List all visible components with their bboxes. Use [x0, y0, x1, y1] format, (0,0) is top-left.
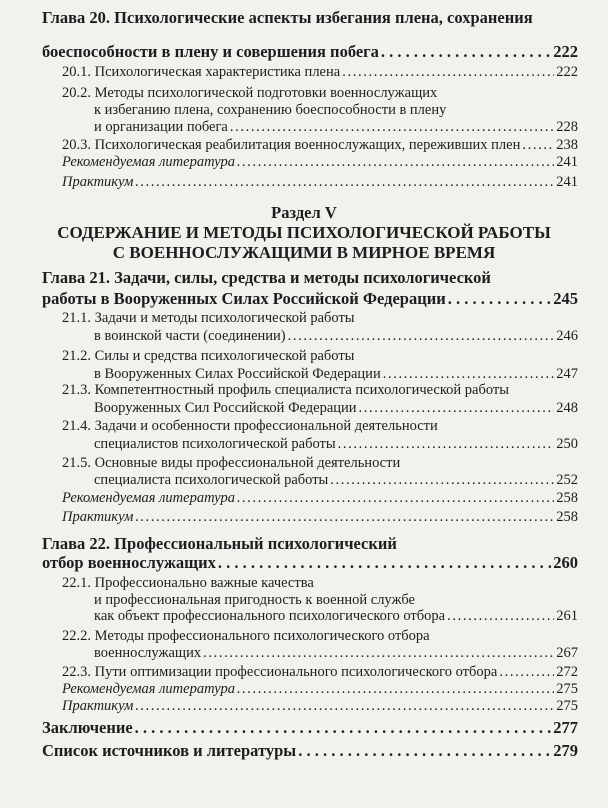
- toc-entry-label: 20.3. Психологическая реабилитация военнослужащих, переживших плен: [62, 137, 521, 153]
- toc-entry-20-2-line1: 20.2. Методы психологической подготовки военнослужащих: [62, 85, 438, 101]
- conclusion-label: Заключение: [42, 718, 133, 737]
- leader-dots: [135, 698, 554, 715]
- toc-entry-21-4-line1: 21.4. Задачи и особенности профессиональной деятельности: [62, 418, 438, 434]
- toc-entry-21-literature: [62, 490, 578, 507]
- leader-dots: [298, 741, 551, 761]
- toc-entry-21-1-line1: 21.1. Задачи и методы психологической работы: [62, 310, 355, 326]
- toc-entry-20-1: [62, 64, 578, 81]
- toc-entry-22-3: [62, 664, 578, 681]
- toc-entry-21-3: [94, 400, 578, 417]
- toc-entry-label: специалиста психологической работы: [94, 472, 329, 488]
- leader-dots: [237, 154, 554, 171]
- chapter-22-page: 260: [553, 553, 578, 572]
- toc-entry-22-2-line1: 22.2. Методы профессионального психологического отбора: [62, 628, 430, 644]
- toc-entry-label: как объект профессионального психологического отбора: [94, 608, 446, 624]
- toc-entry-page: 241: [556, 154, 578, 170]
- leader-dots: [135, 509, 554, 526]
- toc-entry-page: 258: [556, 490, 578, 506]
- leader-dots: [218, 553, 551, 573]
- leader-dots: [230, 119, 554, 136]
- chapter-20-title-line2: боеспособности в плену и совершения побега: [42, 42, 379, 61]
- toc-entry-page: 275: [556, 681, 578, 697]
- toc-entry-label: Практикум: [62, 174, 134, 190]
- toc-entry-22-literature: [62, 681, 578, 698]
- toc-entry-21-5-line1: 21.5. Основные виды профессиональной деятельности: [62, 455, 401, 471]
- toc-entry-page: 228: [556, 119, 578, 135]
- toc-entry-page: 248: [556, 400, 578, 416]
- leader-dots: [288, 328, 555, 345]
- leader-dots: [447, 608, 554, 625]
- toc-entry-label: Практикум: [62, 698, 134, 714]
- toc-entry-label: Рекомендуемая литература: [62, 490, 235, 506]
- sources-label: Список источников и литературы: [42, 741, 297, 760]
- toc-entry-page: 247: [556, 366, 578, 382]
- leader-dots: [338, 436, 555, 453]
- chapter-22-title-line2: отбор военнослужащих: [42, 553, 216, 572]
- toc-entry-page: 252: [556, 472, 578, 488]
- toc-entry-21-5: [94, 472, 578, 489]
- toc-entry-label: 20.1. Психологическая характеристика плена: [62, 64, 341, 80]
- leader-dots: [135, 718, 552, 738]
- toc-entry-page: 258: [556, 509, 578, 525]
- sources-entry: [42, 741, 578, 761]
- leader-dots: [330, 472, 554, 489]
- section-title-line2: С ВОЕННОСЛУЖАЩИМИ В МИРНОЕ ВРЕМЯ: [112, 243, 496, 262]
- toc-entry-page: 222: [556, 64, 578, 80]
- toc-entry-page: 250: [556, 436, 578, 452]
- leader-dots: [237, 681, 554, 698]
- toc-entry-22-1: [94, 608, 578, 625]
- toc-entry-20-practicum: [62, 174, 578, 191]
- toc-entry-label: Рекомендуемая литература: [62, 154, 235, 170]
- leader-dots: [237, 490, 554, 507]
- toc-entry-label: в Вооруженных Силах Российской Федерации: [94, 366, 381, 382]
- chapter-21-entry: [42, 289, 578, 309]
- leader-dots: [522, 137, 554, 154]
- toc-entry-label: в воинской части (соединении): [94, 328, 286, 344]
- leader-dots: [359, 400, 555, 417]
- toc-entry-21-2-line1: 21.2. Силы и средства психологической работы: [62, 348, 355, 364]
- leader-dots: [383, 366, 555, 383]
- toc-entry-21-4: [94, 436, 578, 453]
- toc-entry-22-1-line2: и профессиональная пригодность к военной службе: [94, 592, 415, 608]
- toc-entry-22-1-line1: 22.1. Профессионально важные качества: [62, 575, 314, 591]
- chapter-22-entry: [42, 553, 578, 573]
- chapter-21-page: 245: [553, 289, 578, 308]
- toc-entry-page: 272: [556, 664, 578, 680]
- conclusion-entry: [42, 718, 578, 738]
- toc-entry-22-2: [94, 645, 578, 662]
- toc-entry-20-3: [62, 137, 578, 154]
- toc-entry-21-3-line1: 21.3. Компетентностный профиль специалиста психологической работы: [62, 382, 510, 398]
- toc-entry-label: 22.3. Пути оптимизации профессионального психологического отбора: [62, 664, 498, 680]
- toc-entry-21-practicum: [62, 509, 578, 526]
- chapter-20-title-line1: Глава 20. Психологические аспекты избегания плена, сохранения: [42, 8, 533, 27]
- toc-entry-page: 275: [556, 698, 578, 714]
- toc-entry-page: 261: [556, 608, 578, 624]
- toc-entry-label: и организации побега: [94, 119, 228, 135]
- toc-entry-label: Практикум: [62, 509, 134, 525]
- toc-entry-page: 246: [556, 328, 578, 344]
- toc-entry-page: 241: [556, 174, 578, 190]
- toc-entry-page: 267: [556, 645, 578, 661]
- toc-entry-page: 238: [556, 137, 578, 153]
- toc-entry-label: Вооруженных Сил Российской Федерации: [94, 400, 357, 416]
- toc-entry-20-2-line2: к избеганию плена, сохранению боеспособности в плену: [94, 102, 447, 118]
- section-title-line1: СОДЕРЖАНИЕ И МЕТОДЫ ПСИХОЛОГИЧЕСКОЙ РАБОТЫ: [57, 223, 551, 242]
- chapter-20-page: 222: [553, 42, 578, 61]
- leader-dots: [203, 645, 554, 662]
- toc-entry-label: военнослужащих: [94, 645, 202, 661]
- leader-dots: [342, 64, 554, 81]
- leader-dots: [448, 289, 551, 309]
- toc-entry-label: специалистов психологической работы: [94, 436, 336, 452]
- toc-entry-21-2: [94, 366, 578, 383]
- sources-page: 279: [553, 741, 578, 760]
- toc-entry-20-2: [94, 119, 578, 136]
- leader-dots: [135, 174, 554, 191]
- toc-entry-20-literature: [62, 154, 578, 171]
- toc-entry-label: Рекомендуемая литература: [62, 681, 235, 697]
- section-label: Раздел V: [271, 203, 337, 222]
- chapter-20-entry: [42, 42, 578, 62]
- conclusion-page: 277: [553, 718, 578, 737]
- leader-dots: [499, 664, 554, 681]
- chapter-21-title-line1: Глава 21. Задачи, силы, средства и методы психологической: [42, 268, 491, 287]
- toc-entry-22-practicum: [62, 698, 578, 715]
- toc-entry-21-1: [94, 328, 578, 345]
- chapter-21-title-line2: работы в Вооруженных Силах Российской Федерации: [42, 289, 446, 308]
- leader-dots: [381, 42, 551, 62]
- chapter-22-title-line1: Глава 22. Профессиональный психологический: [42, 534, 397, 553]
